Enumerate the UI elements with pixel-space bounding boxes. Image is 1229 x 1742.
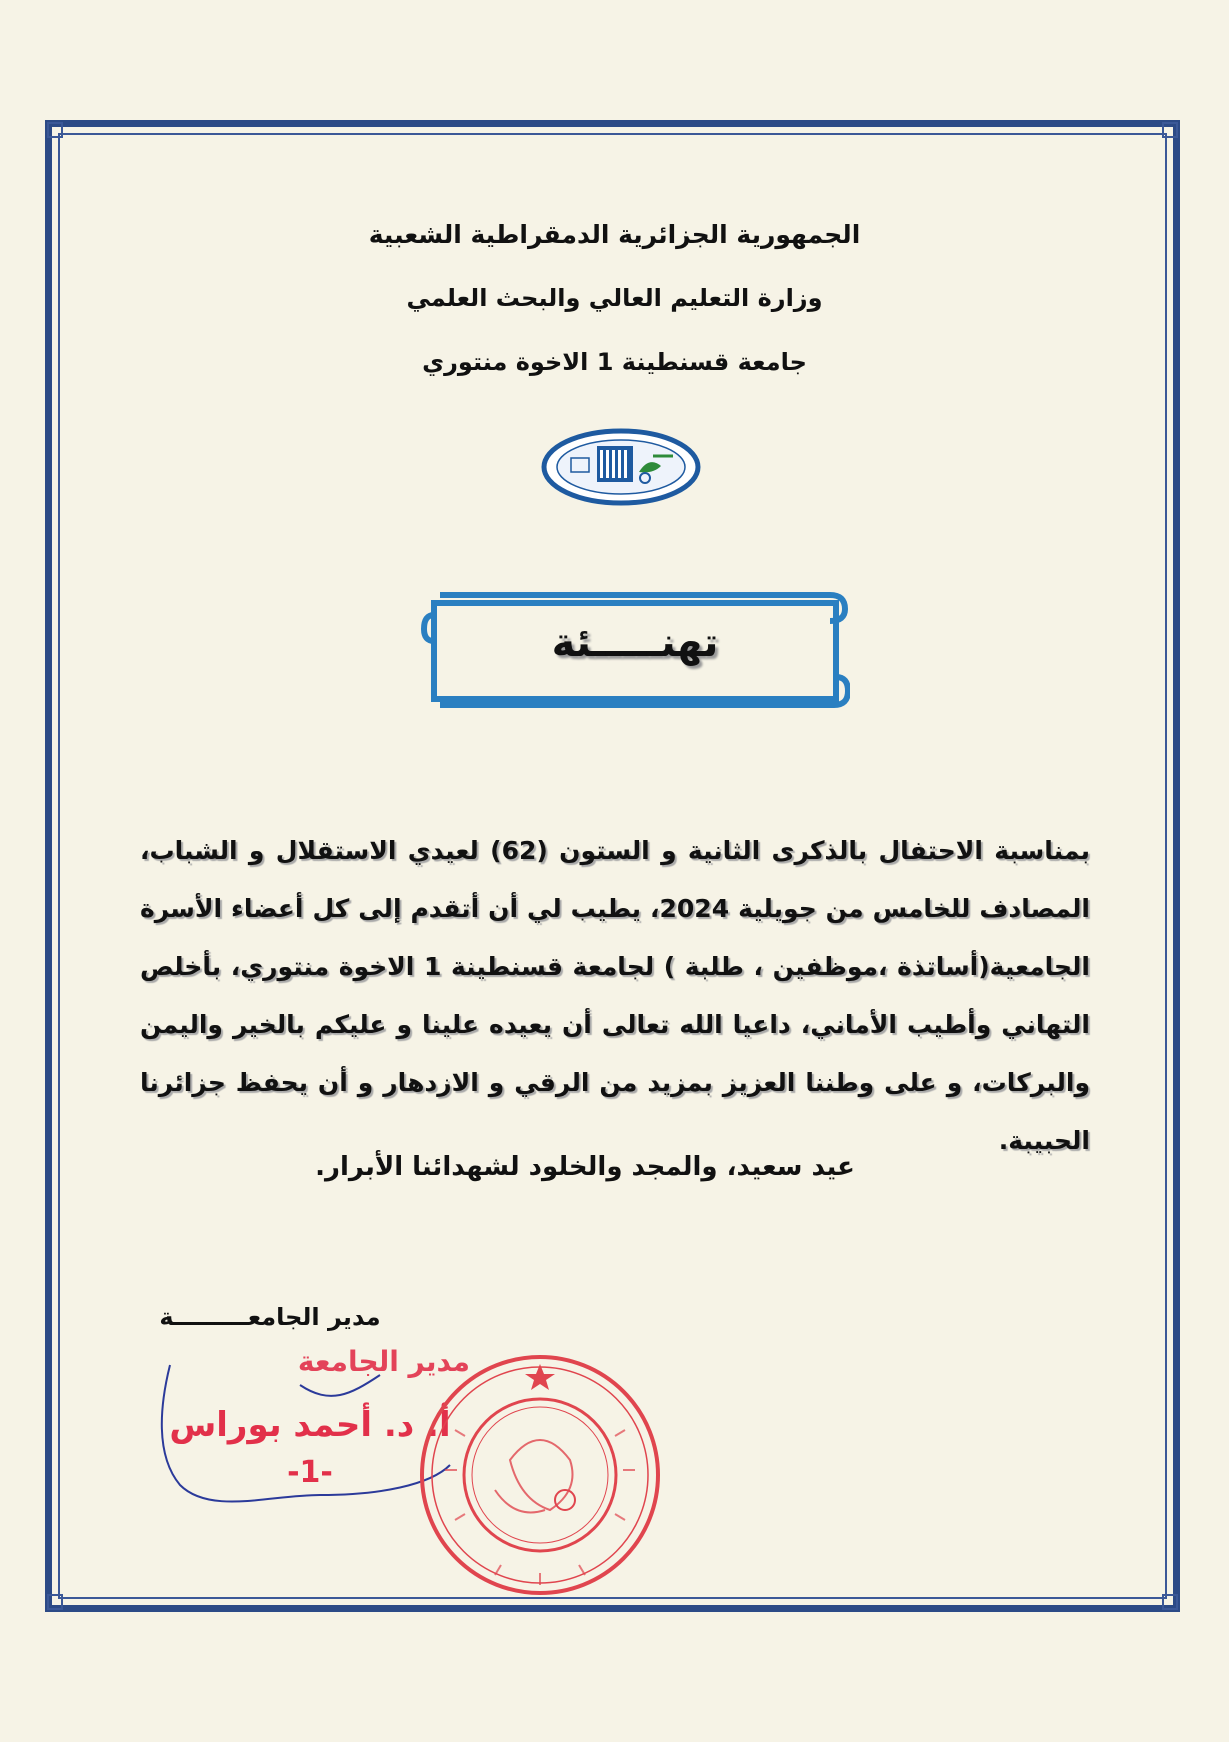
congratulation-body: بمناسبة الاحتفال بالذكرى الثانية و الستون (62) لعيدي الاستقلال و الشباب، المصادف للخامس من جويلية 2024، يطيب لي أن أتقدم إلى كل أعضاء الأسرة الجامعية(أساتذة ،موظفين ، طلبة ) لجامعة قسنطينة 1 الاخوة منتوري، بأخلص التهاني وأطيب الأماني، داعيا الله تعالى أن يعيده علينا و عليكم بالخير واليمن والبركات، و على وطننا العزيز بمزيد من الرقي و الازدهار و أن يحفظ جزائرنا الحبيبة. xyxy=(140,836,1090,1155)
frame-corner xyxy=(47,1594,63,1610)
header-university: جامعة قسنطينة 1 الاخوة منتوري xyxy=(422,348,807,376)
header-country: الجمهورية الجزائرية الدمقراطية الشعبية xyxy=(368,220,861,249)
signature-title: مدير الجامعة xyxy=(297,1345,470,1378)
director-label: مدير الجامعـــــــــة xyxy=(159,1303,381,1331)
signature-number: -1- xyxy=(287,1455,333,1490)
header-ministry: وزارة التعليم العالي والبحث العلمي xyxy=(406,284,823,312)
signature-name: أ. د. أحمد بوراس xyxy=(169,1405,451,1445)
closing-line: عيد سعيد، والمجد والخلود لشهدائنا الأبرار. xyxy=(315,1152,855,1182)
document-title: تهنـــــئة xyxy=(551,620,719,666)
university-logo-icon xyxy=(541,428,701,506)
frame-corner xyxy=(1162,1594,1178,1610)
official-seal-icon xyxy=(415,1350,665,1600)
frame-corner xyxy=(1162,122,1178,138)
frame-corner xyxy=(47,122,63,138)
